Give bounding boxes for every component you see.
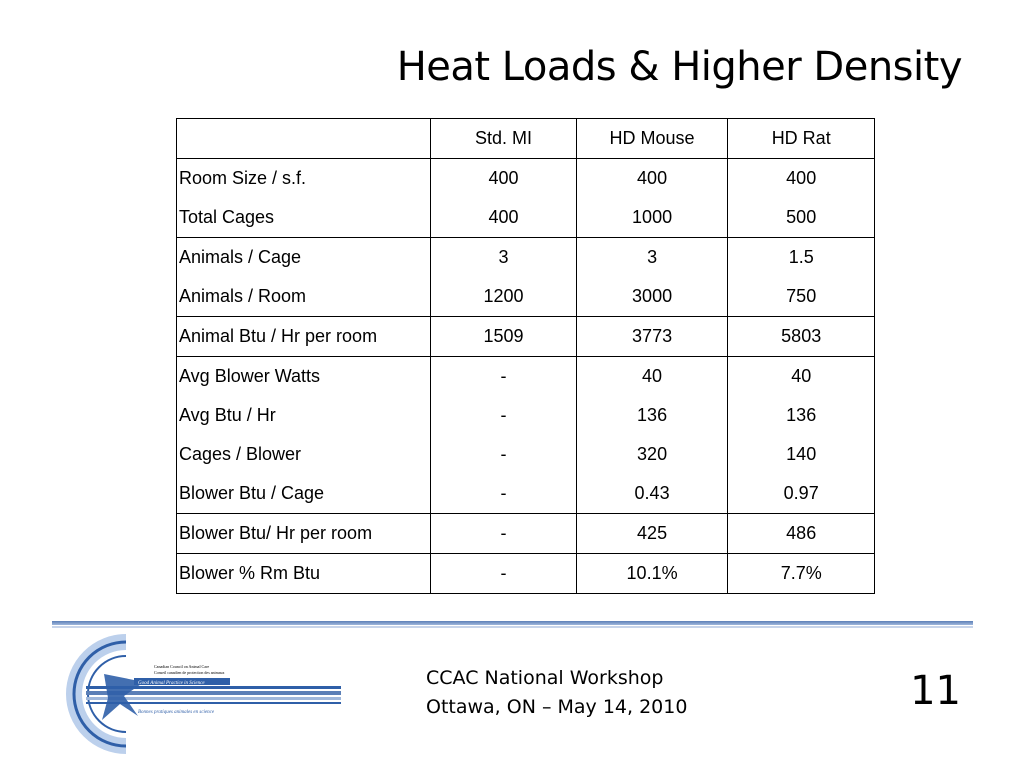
row-label: Animal Btu / Hr per room (177, 317, 431, 357)
cell-std-mi: - (431, 396, 577, 435)
logo-motto-fr: Bonnes pratiques animales en science (138, 710, 215, 715)
logo-org-en: Canadian Council on Animal Care (154, 664, 210, 669)
cell-hd-mouse: 136 (576, 396, 728, 435)
footer-line-1: CCAC National Workshop (426, 667, 664, 689)
header-cell-hd-mouse: HD Mouse (576, 119, 728, 159)
table-row (177, 357, 875, 397)
table-row (177, 317, 875, 357)
cell-hd-rat: 136 (786, 405, 817, 425)
cell-hd-rat: 750 (728, 277, 875, 317)
cell-std-mi: - (431, 435, 577, 474)
header-cell-std-mi: Std. MI (431, 119, 577, 159)
row-label: Total Cages (177, 198, 431, 238)
row-label: Avg Blower Watts (177, 357, 431, 397)
cell-hd-mouse: 0.43 (576, 474, 728, 514)
header-cell-empty (177, 119, 431, 159)
ccac-logo-mark (46, 634, 346, 754)
data-table (176, 118, 875, 594)
cell-hd-mouse: 40 (576, 357, 728, 397)
table-row (177, 396, 875, 435)
cell-std-mi: 400 (431, 159, 577, 199)
logo-motto-en: Good Animal Practice in Science (138, 681, 205, 686)
row-label: Blower % Rm Btu (177, 554, 431, 594)
cell-hd-rat: 1.5 (788, 247, 814, 267)
cell-std-mi: - (431, 357, 577, 397)
footer-line-2: Ottawa, ON – May 14, 2010 (426, 696, 688, 718)
table-row (177, 554, 875, 594)
logo-org-fr: Conseil canadien de protection des animaux (154, 670, 225, 675)
cell-hd-rat: 400 (786, 168, 817, 188)
cell-std-mi: 1200 (431, 277, 577, 317)
footer-caption (426, 664, 687, 722)
row-label: Avg Btu / Hr (177, 396, 431, 435)
header-cell-hd-rat: HD Rat (728, 119, 875, 159)
cell-std-mi: 3 (431, 238, 577, 278)
cell-hd-rat: 0.97 (728, 474, 875, 514)
ccac-logo (46, 634, 346, 754)
cell-hd-rat: 5803 (728, 317, 875, 357)
table-row (177, 435, 875, 474)
table-row (177, 238, 875, 278)
cell-hd-rat: 486 (728, 514, 875, 554)
row-label: Blower Btu / Cage (177, 474, 431, 514)
footer-divider-light (52, 626, 973, 628)
cell-hd-mouse: 320 (576, 435, 728, 474)
cell-hd-rat: 7.7% (780, 563, 822, 583)
table-row (177, 198, 875, 238)
footer-divider (52, 621, 973, 625)
table-row (177, 159, 875, 199)
cell-std-mi: - (431, 554, 577, 594)
table-row (177, 474, 875, 514)
cell-hd-mouse: 3 (576, 238, 728, 278)
cell-std-mi: 1509 (431, 317, 577, 357)
cell-std-mi: 400 (431, 198, 577, 238)
row-label: Room Size / s.f. (177, 159, 431, 199)
row-label: Animals / Cage (177, 238, 431, 278)
cell-hd-mouse: 400 (576, 159, 728, 199)
table-row (177, 514, 875, 554)
row-label: Animals / Room (177, 277, 431, 317)
row-label: Blower Btu/ Hr per room (177, 514, 431, 554)
cell-hd-rat: 40 (791, 366, 812, 386)
cell-hd-mouse: 3773 (576, 317, 728, 357)
cell-hd-mouse: 425 (576, 514, 728, 554)
cell-hd-mouse: 3000 (576, 277, 728, 317)
slide-title: Heat Loads & Higher Density (396, 44, 962, 90)
cell-hd-rat: 140 (786, 444, 817, 464)
cell-std-mi: - (431, 474, 577, 514)
cell-hd-rat: 500 (728, 198, 875, 238)
row-label: Cages / Blower (177, 435, 431, 474)
cell-hd-mouse: 1000 (576, 198, 728, 238)
page-number: 11 (910, 668, 961, 714)
table-row (177, 277, 875, 317)
table-header-row (177, 119, 875, 159)
cell-std-mi: - (431, 514, 577, 554)
cell-hd-mouse: 10.1% (576, 554, 728, 594)
